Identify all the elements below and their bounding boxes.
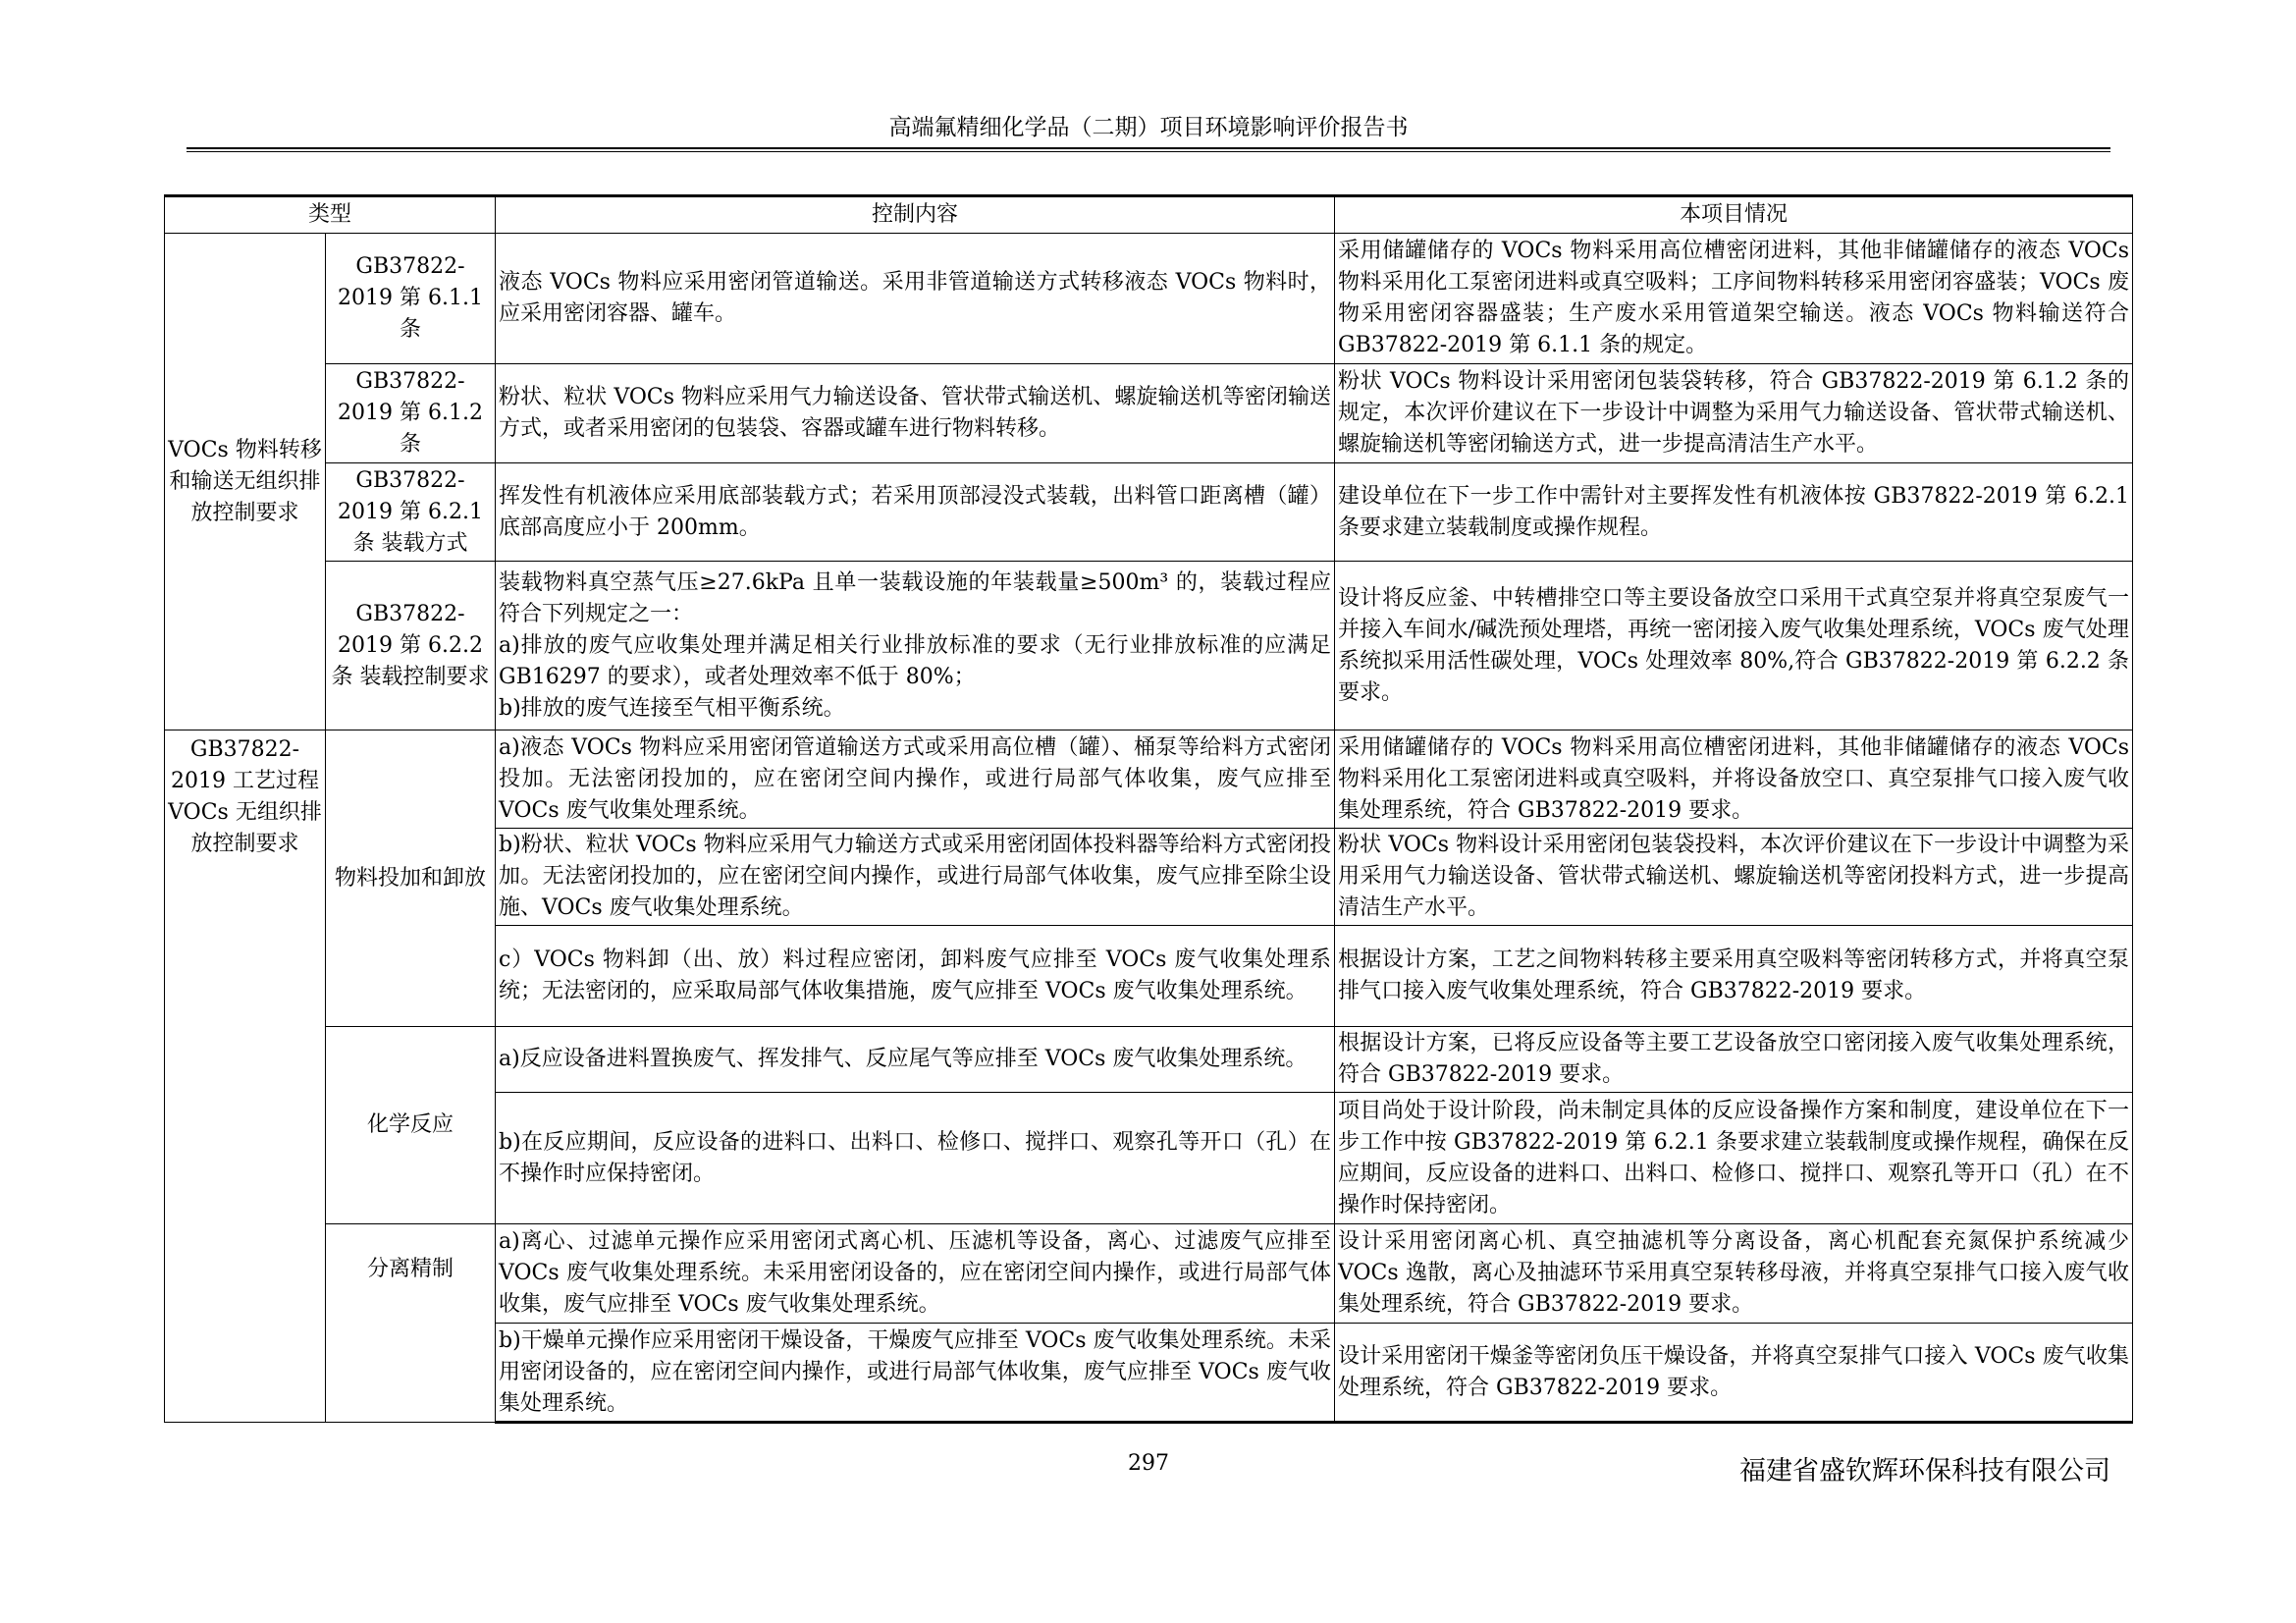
subcategory: 分离精制 — [326, 1224, 496, 1423]
page-header: 高端氟精细化学品（二期）项目环境影响评价报告书 — [888, 115, 1409, 140]
situation-cell: 建设单位在下一步工作中需针对主要挥发性有机液体按 GB37822-2019 第 6.2.1 条要求建立装载制度或操作规程。 — [1335, 463, 2133, 562]
control-cell: a)液态 VOCs 物料应采用密闭管道输送方式或采用高位槽（罐）、桶泵等给料方式密闭投加。无法密闭投加的，应在密闭空间内操作，或进行局部气体收集，废气应排至 VOCs 废气收集处理系统。 — [496, 730, 1335, 829]
situation-cell: 项目尚处于设计阶段，尚未制定具体的反应设备操作方案和制度，建设单位在下一步工作中按 GB37822-2019 第 6.2.1 条要求建立装载制度或操作规程，确保在反应期间，反应设备的进料口、出料口、检修口、搅拌口、观察孔等开口（孔）在不操作时保持密闭。 — [1335, 1093, 2133, 1224]
situation-cell: 设计将反应釜、中转槽排空口等主要设备放空口采用干式真空泵并将真空泵废气一并接入车间水/碱洗预处理塔，再统一密闭接入废气收集处理系统，VOCs 废气处理系统拟采用活性碳处理，VOCs 处理效率 80%,符合 GB37822-2019 第 6.2.2 条要求。 — [1335, 562, 2133, 730]
table-row — [165, 463, 2133, 562]
control-cell: 粉状、粒状 VOCs 物料应采用气力输送设备、管状带式输送机、螺旋输送机等密闭输送方式，或者采用密闭的包装袋、容器或罐车进行物料转移。 — [496, 364, 1335, 463]
header-situation: 本项目情况 — [1335, 196, 2133, 234]
subcategory: GB37822-2019 第 6.2.1 条 装载方式 — [326, 463, 496, 562]
situation-cell: 粉状 VOCs 物料设计采用密闭包装袋投料，本次评价建议在下一步设计中调整为采用采用气力输送设备、管状带式输送机、螺旋输送机等密闭投料方式，进一步提高清洁生产水平。 — [1335, 829, 2133, 926]
situation-cell: 根据设计方案，已将反应设备等主要工艺设备放空口密闭接入废气收集处理系统，符合 GB37822-2019 要求。 — [1335, 1027, 2133, 1093]
subcategory: 化学反应 — [326, 1027, 496, 1224]
control-cell: b)干燥单元操作应采用密闭干燥设备，干燥废气应排至 VOCs 废气收集处理系统。未采用密闭设备的，应在密闭空间内操作，或进行局部气体收集，废气应排至 VOCs 废气收集处理系统。 — [496, 1324, 1335, 1423]
table-row — [165, 234, 2133, 364]
control-cell: a)离心、过滤单元操作应采用密闭式离心机、压滤机等设备，离心、过滤废气应排至 VOCs 废气收集处理系统。未采用密闭设备的，应在密闭空间内操作，或进行局部气体收集，废气应排至 VOCs 废气收集处理系统。 — [496, 1224, 1335, 1324]
table-header-row — [165, 196, 2133, 234]
subcategory: GB37822-2019 第 6.1.1 条 — [326, 234, 496, 364]
subcategory: GB37822-2019 第 6.1.2 条 — [326, 364, 496, 463]
table-row — [165, 364, 2133, 463]
header-rule — [187, 147, 2110, 149]
situation-cell: 粉状 VOCs 物料设计采用密闭包装袋转移，符合 GB37822-2019 第 6.1.2 条的规定，本次评价建议在下一步设计中调整为采用气力输送设备、管状带式输送机、螺旋输送机等密闭输送方式，进一步提高清洁生产水平。 — [1335, 364, 2133, 463]
table-row — [165, 562, 2133, 730]
situation-cell: 根据设计方案，工艺之间物料转移主要采用真空吸料等密闭转移方式，并将真空泵排气口接入废气收集处理系统，符合 GB37822-2019 要求。 — [1335, 926, 2133, 1027]
voc-control-table — [164, 194, 2133, 1424]
category-process: GB37822-2019 工艺过程 VOCs 无组织排放控制要求 — [165, 730, 326, 1423]
situation-cell: 设计采用密闭干燥釜等密闭负压干燥设备，并将真空泵排气口接入 VOCs 废气收集处理系统，符合 GB37822-2019 要求。 — [1335, 1324, 2133, 1423]
header-rule-thin — [187, 151, 2110, 152]
situation-cell: 采用储罐储存的 VOCs 物料采用高位槽密闭进料，其他非储罐储存的液态 VOCs 物料采用化工泵密闭进料或真空吸料，并将设备放空口、真空泵排气口接入废气收集处理系统，符合 GB37822-2019 要求。 — [1335, 730, 2133, 829]
header-control: 控制内容 — [496, 196, 1335, 234]
company-name: 福建省盛钦辉环保科技有限公司 — [1739, 1456, 2110, 1487]
control-cell: a)反应设备进料置换废气、挥发排气、反应尾气等应排至 VOCs 废气收集处理系统。 — [496, 1027, 1335, 1093]
header-type: 类型 — [165, 196, 496, 234]
control-cell: b)在反应期间，反应设备的进料口、出料口、检修口、搅拌口、观察孔等开口（孔）在不操作时应保持密闭。 — [496, 1093, 1335, 1224]
subcategory: 物料投加和卸放 — [326, 730, 496, 1027]
control-cell: b)粉状、粒状 VOCs 物料应采用气力输送方式或采用密闭固体投料器等给料方式密闭投加。无法密闭投加的，应在密闭空间内操作，或进行局部气体收集，废气应排至除尘设施、VOCs 废气收集处理系统。 — [496, 829, 1335, 926]
control-cell: 挥发性有机液体应采用底部装载方式；若采用顶部浸没式装载，出料管口距离槽（罐）底部高度应小于 200mm。 — [496, 463, 1335, 562]
situation-cell: 设计采用密闭离心机、真空抽滤机等分离设备，离心机配套充氮保护系统减少 VOCs 逸散，离心及抽滤环节采用真空泵转移母液，并将真空泵排气口接入废气收集处理系统，符合 GB37822-2019 要求。 — [1335, 1224, 2133, 1324]
table-row — [165, 1027, 2133, 1093]
control-cell: 液态 VOCs 物料应采用密闭管道输送。采用非管道输送方式转移液态 VOCs 物料时，应采用密闭容器、罐车。 — [496, 234, 1335, 364]
page-number: 297 — [1128, 1451, 1169, 1476]
subcategory: GB37822-2019 第 6.2.2 条 装载控制要求 — [326, 562, 496, 730]
control-cell: c）VOCs 物料卸（出、放）料过程应密闭，卸料废气应排至 VOCs 废气收集处理系统；无法密闭的，应采取局部气体收集措施，废气应排至 VOCs 废气收集处理系统。 — [496, 926, 1335, 1027]
table-row — [165, 730, 2133, 829]
situation-cell: 采用储罐储存的 VOCs 物料采用高位槽密闭进料，其他非储罐储存的液态 VOCs 物料采用化工泵密闭进料或真空吸料；工序间物料转移采用密闭容盛装；VOCs 废物采用密闭容器盛装；生产废水采用管道架空输送。液态 VOCs 物料输送符合 GB37822-2019 第 6.1.1 条的规定。 — [1335, 234, 2133, 364]
table-row — [165, 1224, 2133, 1324]
category-transfer: VOCs 物料转移和输送无组织排放控制要求 — [165, 234, 326, 730]
control-cell: 装载物料真空蒸气压≥27.6kPa 且单一装载设施的年装载量≥500m³ 的，装载过程应符合下列规定之一： a)排放的废气应收集处理并满足相关行业排放标准的要求（无行业排放标准的应满足 GB16297 的要求），或者处理效率不低于 80%； b)排放的废气连接至气相平衡系统。 — [496, 562, 1335, 730]
